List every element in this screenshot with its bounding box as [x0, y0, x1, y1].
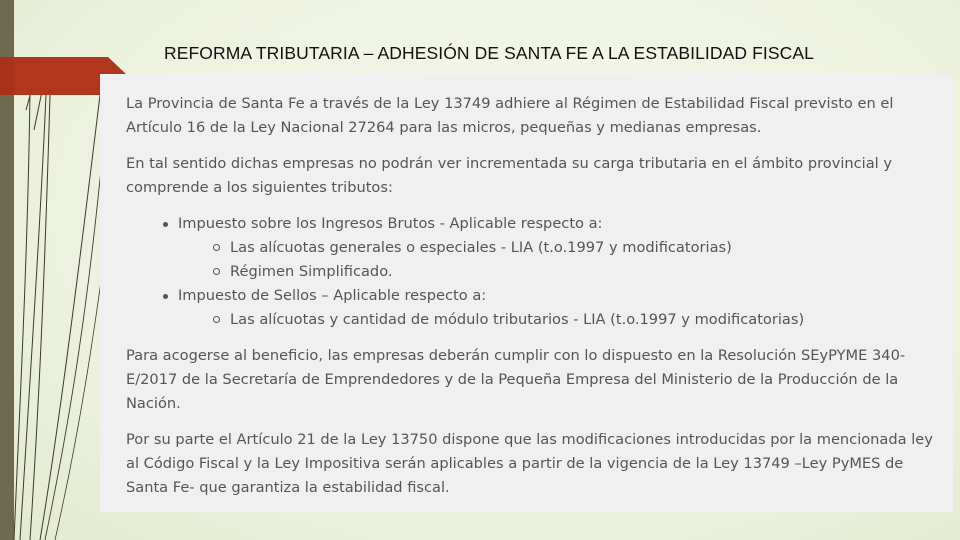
list-item-sellos: Impuesto de Sellos – Aplicable respecto a:: [126, 284, 933, 308]
list-subitem: Las alícuotas y cantidad de módulo tributarios - LIA (t.o.1997 y modificatorias): [126, 308, 933, 332]
paragraph-requirements: Para acogerse al beneficio, las empresas deberán cumplir con lo dispuesto en la Resolución SEyPYME 340-E/2017 de la Secretaría de Emprendedores y de la Pequeña Empresa del Ministerio de la Producción de la Nación.: [126, 347, 906, 412]
tax-list: [126, 212, 933, 332]
content-panel: [100, 74, 953, 512]
paragraph-intro: La Provincia de Santa Fe a través de la Ley 13749 adhiere al Régimen de Estabilidad Fiscal previsto en el Artículo 16 de la Ley Nacional 27264 para las micros, pequeñas y medianas empresas.: [126, 95, 894, 136]
paragraph-article-21: Por su parte el Artículo 21 de la Ley 13750 dispone que las modificaciones introducidas por la mencionada ley al Código Fiscal y la Ley Impositiva serán aplicables a partir de la vigencia de la Ley 13749 –Ley PyMES de Santa Fe- que garantiza la estabilidad fiscal.: [126, 431, 933, 496]
list-item-ingresos-brutos: Impuesto sobre los Ingresos Brutos - Aplicable respecto a:: [126, 212, 933, 236]
slide-title: REFORMA TRIBUTARIA – ADHESIÓN DE SANTA FE A LA ESTABILIDAD FISCAL: [164, 43, 814, 63]
list-subitem: Régimen Simplificado.: [126, 260, 933, 284]
list-subitem: Las alícuotas generales o especiales - LIA (t.o.1997 y modificatorias): [126, 236, 933, 260]
paragraph-scope: En tal sentido dichas empresas no podrán ver incrementada su carga tributaria en el ámbito provincial y comprende a los siguientes tributos:: [126, 155, 892, 196]
